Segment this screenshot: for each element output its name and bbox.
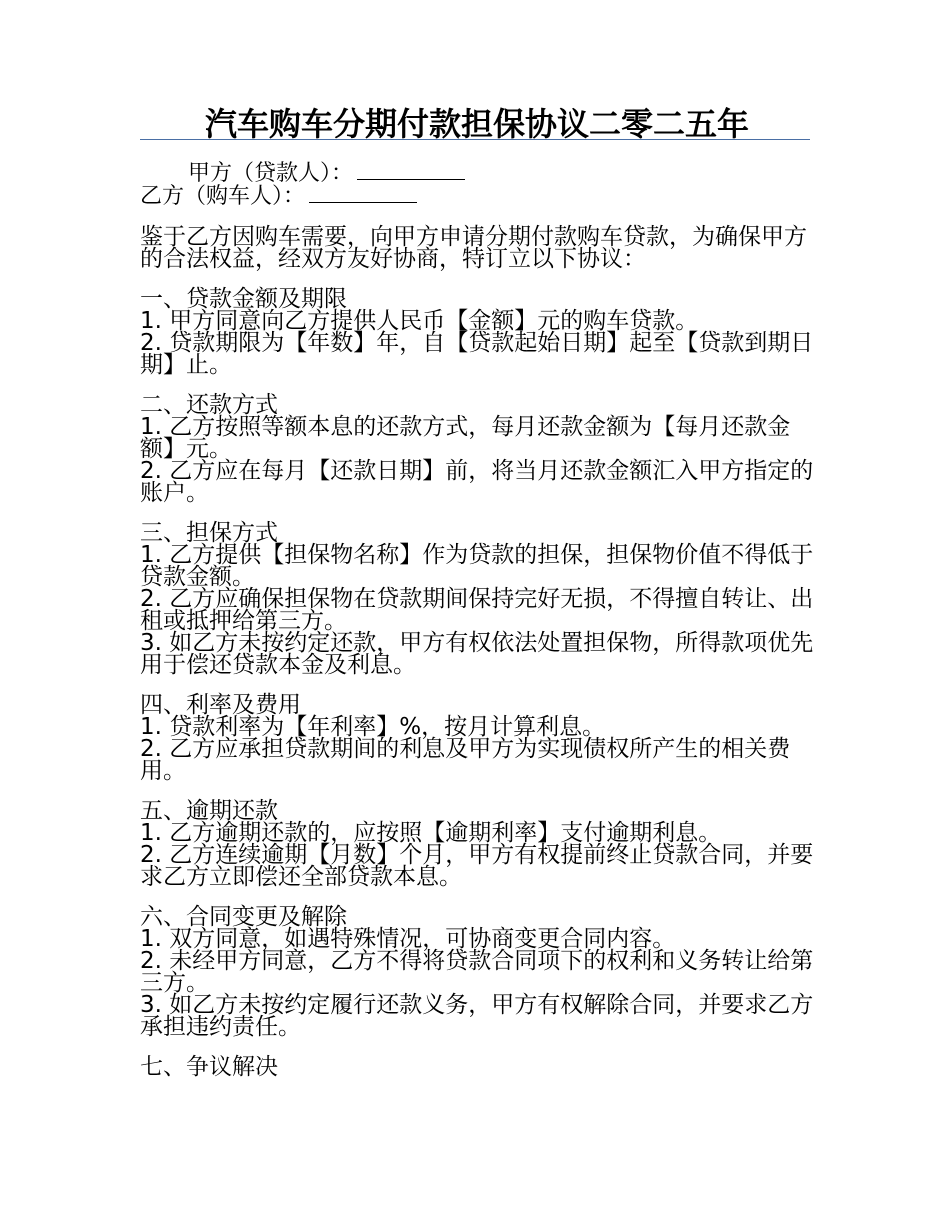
party-b-line: [140, 184, 417, 210]
section-item: 1. 甲方同意向乙方提供人民币【金额】元的购车贷款。: [140, 308, 699, 334]
party-b-label: 乙方（购车人）：: [140, 184, 306, 209]
section-item: 2. 未经甲方同意，乙方不得将贷款合同项下的权利和义务转让给第三方。: [140, 948, 814, 996]
party-b-blank: [309, 184, 417, 203]
section-heading: 四、利率及费用: [140, 692, 301, 718]
section-heading: 七、争议解决: [140, 1054, 278, 1080]
section-heading: 二、还款方式: [140, 392, 278, 418]
section-item: 1. 乙方按照等额本息的还款方式，每月还款金额为【每月还款金额】元。: [140, 414, 791, 462]
title-underline: [140, 139, 810, 140]
section-item: 3. 如乙方未按约定还款，甲方有权依法处置担保物，所得款项优先用于偿还贷款本金及利息。: [140, 630, 814, 678]
section-item: 2. 乙方应确保担保物在贷款期间保持完好无损，不得擅自转让、出租或抵押给第三方。: [140, 586, 814, 634]
section-item: 2. 乙方连续逾期【月数】个月，甲方有权提前终止贷款合同，并要求乙方立即偿还全部贷款本息。: [140, 842, 814, 890]
agreement-body: [140, 226, 820, 1078]
section-heading: 五、逾期还款: [140, 798, 278, 824]
section-item: 1. 乙方提供【担保物名称】作为贷款的担保，担保物价值不得低于贷款金额。: [140, 542, 814, 590]
section-item: 1. 贷款利率为【年利率】%，按月计算利息。: [140, 714, 606, 740]
section-heading: 三、担保方式: [140, 520, 278, 546]
section-heading: 六、合同变更及解除: [140, 904, 347, 930]
party-a-label: 甲方（贷款人）：: [188, 161, 354, 186]
document-title: 汽车购车分期付款担保协议二零二五年: [205, 105, 750, 143]
section-heading: 一、贷款金额及期限: [140, 286, 347, 312]
party-a-blank: [357, 161, 465, 180]
section-item: 1. 双方同意，如遇特殊情况，可协商变更合同内容。: [140, 926, 676, 952]
section-item: 3. 如乙方未按约定履行还款义务，甲方有权解除合同，并要求乙方承担违约责任。: [140, 992, 814, 1040]
intro-paragraph: 鉴于乙方因购车需要，向甲方申请分期付款购车贷款，为确保甲方的合法权益，经双方友好协商，特订立以下协议：: [140, 224, 807, 272]
section-item: 2. 乙方应在每月【还款日期】前，将当月还款金额汇入甲方指定的账户。: [140, 458, 814, 506]
section-item: 2. 贷款期限为【年数】年，自【贷款起始日期】起至【贷款到期日期】止。: [140, 330, 814, 378]
section-item: 1. 乙方逾期还款的，应按照【逾期利率】支付逾期利息。: [140, 820, 722, 846]
section-item: 2. 乙方应承担贷款期间的利息及甲方为实现债权所产生的相关费用。: [140, 736, 791, 784]
